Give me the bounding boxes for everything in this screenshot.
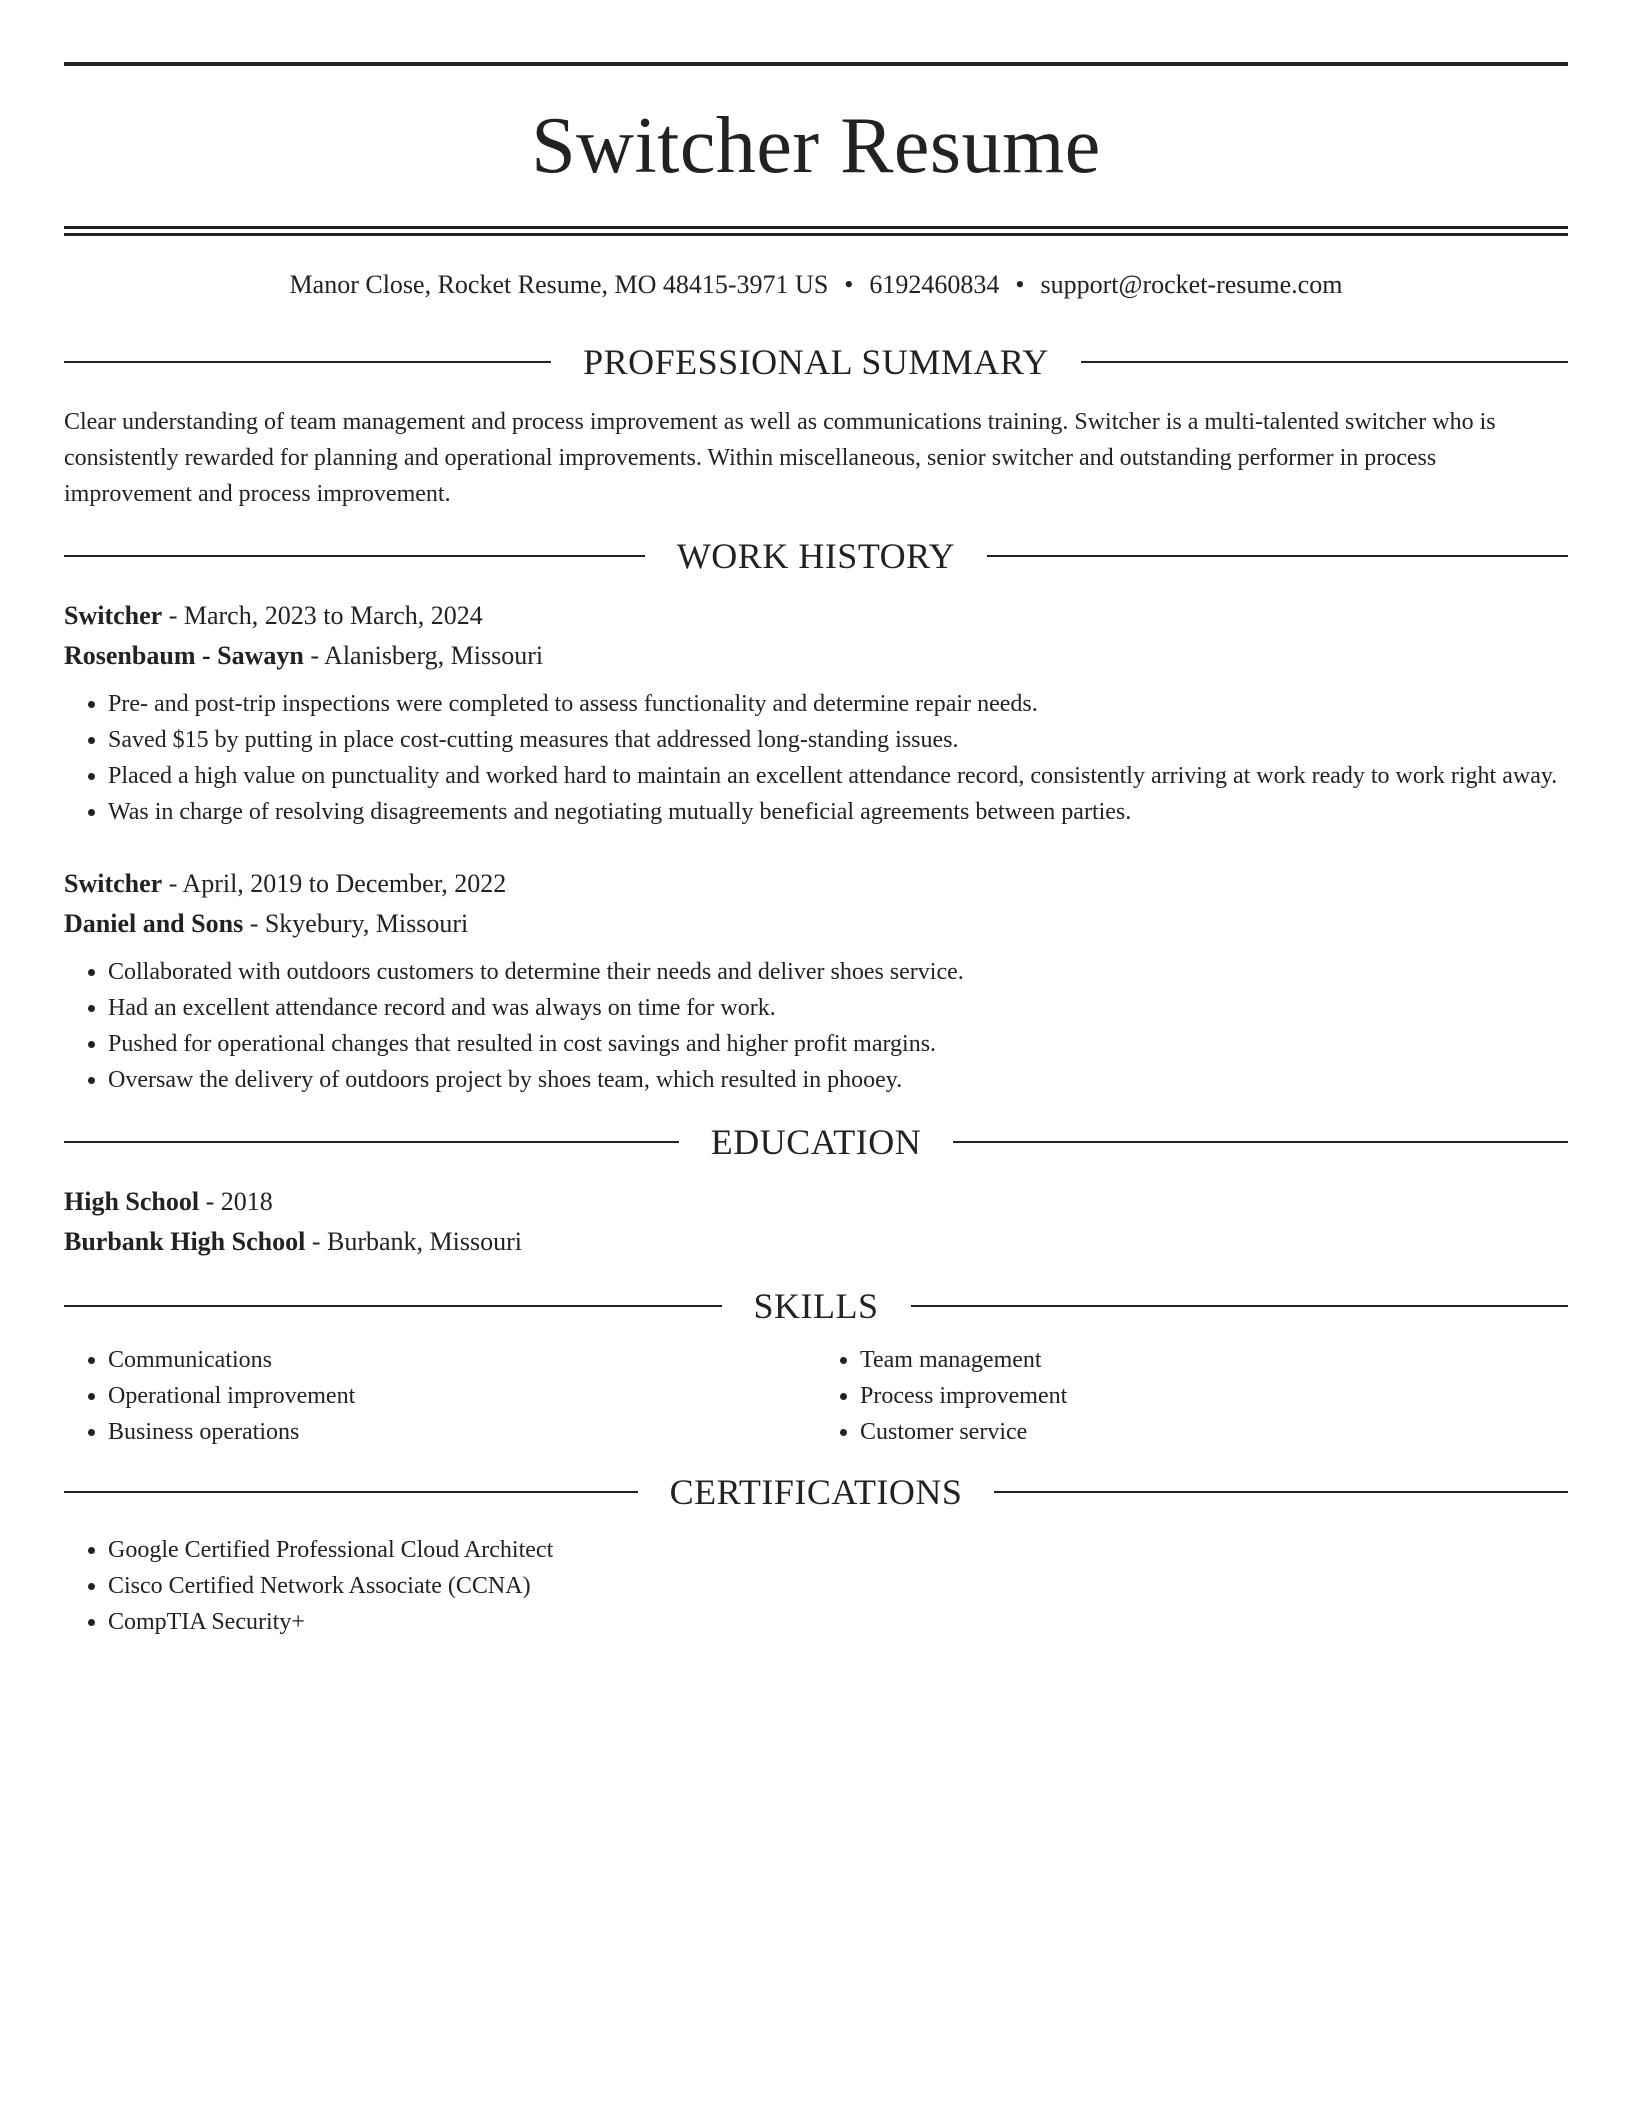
education-school-line bbox=[64, 1222, 1568, 1262]
contact-line bbox=[64, 268, 1568, 302]
list-item: • CompTIA Security+ bbox=[108, 1604, 1568, 1640]
list-item: • Operational improvement bbox=[108, 1378, 816, 1414]
list-item: • Process improvement bbox=[860, 1378, 1568, 1414]
job-company-line bbox=[64, 636, 1568, 676]
list-item: • Google Certified Professional Cloud Architect bbox=[108, 1532, 1568, 1568]
section-title-skills: SKILLS bbox=[753, 1286, 879, 1326]
divider-line bbox=[64, 1305, 722, 1307]
section-title-work: WORK HISTORY bbox=[676, 536, 956, 576]
list-item: • Collaborated with outdoors customers to determine their needs and deliver shoes service. bbox=[108, 954, 1568, 990]
job-title-line bbox=[64, 864, 1568, 904]
job-bullets bbox=[64, 686, 1568, 830]
divider-line bbox=[953, 1141, 1568, 1143]
divider-line bbox=[64, 1491, 638, 1493]
skills-column-left bbox=[64, 1342, 816, 1450]
skills-list bbox=[64, 1342, 1568, 1450]
section-title-summary: PROFESSIONAL SUMMARY bbox=[583, 342, 1049, 382]
job-entry bbox=[64, 596, 1568, 830]
job-entry bbox=[64, 864, 1568, 1098]
job-dates: - March, 2023 to March, 2024 bbox=[162, 601, 483, 630]
education-degree: High School bbox=[64, 1187, 200, 1216]
list-item: • Team management bbox=[860, 1342, 1568, 1378]
section-title-education: EDUCATION bbox=[710, 1122, 922, 1162]
skills-column-right bbox=[816, 1342, 1568, 1450]
education-school: Burbank High School bbox=[64, 1227, 306, 1256]
list-item: • Pre- and post-trip inspections were completed to assess functionality and determine repair needs. bbox=[108, 686, 1568, 722]
list-item: • Saved $15 by putting in place cost-cutting measures that addressed long-standing issues. bbox=[108, 722, 1568, 758]
education-degree-line bbox=[64, 1182, 1568, 1222]
list-item: • Pushed for operational changes that resulted in cost savings and higher profit margins. bbox=[108, 1026, 1568, 1062]
list-item: • Placed a high value on punctuality and worked hard to maintain an excellent attendance record, consistently arriving at work ready to work right away. bbox=[108, 758, 1568, 794]
job-title: Switcher bbox=[64, 869, 163, 898]
list-item: • Had an excellent attendance record and was always on time for work. bbox=[108, 990, 1568, 1026]
job-bullets bbox=[64, 954, 1568, 1098]
divider-line bbox=[911, 1305, 1569, 1307]
section-header-education bbox=[64, 1120, 1568, 1164]
section-header-summary bbox=[64, 340, 1568, 384]
job-title-line bbox=[64, 596, 1568, 636]
job-dates: - April, 2019 to December, 2022 bbox=[162, 869, 507, 898]
divider-line bbox=[994, 1491, 1568, 1493]
resume-title: Switcher Resume bbox=[531, 102, 1101, 190]
section-header-work bbox=[64, 534, 1568, 578]
contact-separator: • bbox=[844, 270, 854, 299]
list-item: • Communications bbox=[108, 1342, 816, 1378]
list-item: • Oversaw the delivery of outdoors project by shoes team, which resulted in phooey. bbox=[108, 1062, 1568, 1098]
job-location: - Skyebury, Missouri bbox=[243, 909, 469, 938]
top-rule bbox=[64, 62, 1568, 66]
section-header-skills bbox=[64, 1284, 1568, 1328]
divider-line bbox=[64, 555, 645, 557]
list-item: • Cisco Certified Network Associate (CCNA) bbox=[108, 1568, 1568, 1604]
education-location: - Burbank, Missouri bbox=[305, 1227, 522, 1256]
section-header-certifications bbox=[64, 1470, 1568, 1514]
work-history bbox=[64, 596, 1568, 1098]
job-company: Rosenbaum - Sawayn bbox=[64, 641, 304, 670]
summary-text: Clear understanding of team management and process improvement as well as communications training. Switcher is a multi-talented switcher who is consistently rewarded for planning and operational improvements. Within miscellaneous, senior switcher and outstanding performer in process improvement and process improvement. bbox=[64, 409, 1496, 507]
job-company: Daniel and Sons bbox=[64, 909, 244, 938]
job-location: - Alanisberg, Missouri bbox=[303, 641, 544, 670]
job-title: Switcher bbox=[64, 601, 163, 630]
job-company-line bbox=[64, 904, 1568, 944]
list-item: • Customer service bbox=[860, 1414, 1568, 1450]
education-year: - 2018 bbox=[199, 1187, 273, 1216]
contact-separator: • bbox=[1015, 270, 1025, 299]
divider-line bbox=[987, 555, 1568, 557]
divider-line bbox=[1081, 361, 1568, 363]
contact-email: support@rocket-resume.com bbox=[1040, 270, 1343, 299]
contact-address: Manor Close, Rocket Resume, MO 48415-3971 US bbox=[289, 270, 829, 299]
contact-phone: 6192460834 bbox=[869, 270, 1000, 299]
education-entry bbox=[64, 1182, 1568, 1262]
list-item: • Was in charge of resolving disagreements and negotiating mutually beneficial agreements between parties. bbox=[108, 794, 1568, 830]
section-title-certifications: CERTIFICATIONS bbox=[669, 1472, 963, 1512]
divider-line bbox=[64, 1141, 679, 1143]
divider-line bbox=[64, 361, 551, 363]
certifications-list bbox=[64, 1532, 1568, 1640]
title-double-rule bbox=[64, 226, 1568, 236]
list-item: • Business operations bbox=[108, 1414, 816, 1450]
